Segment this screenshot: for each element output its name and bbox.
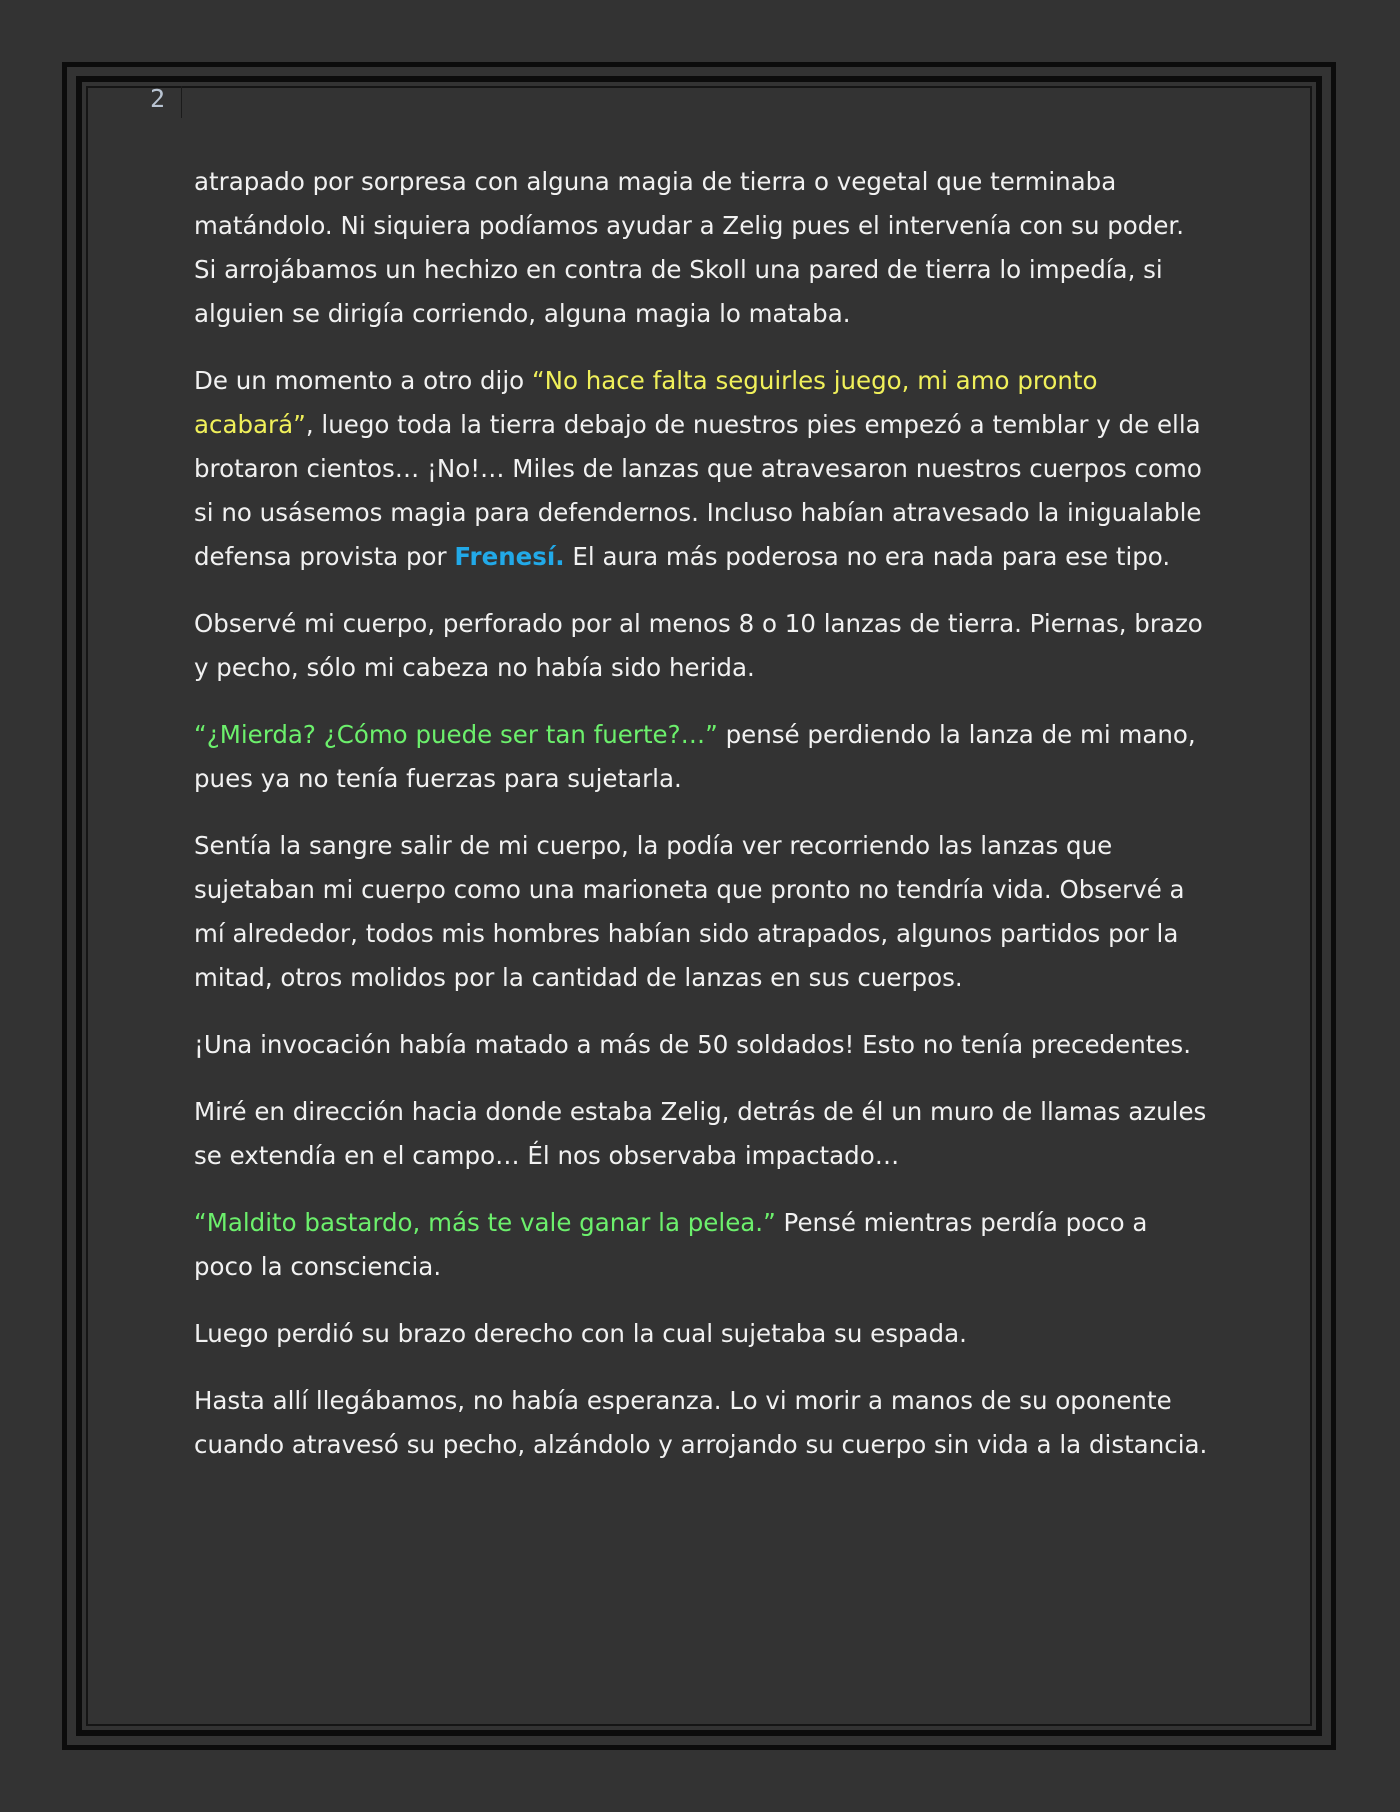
thought-quote: “Maldito bastardo, más te vale ganar la pelea.” bbox=[194, 1208, 776, 1237]
narration: Pensé mientras perdía poco a poco la consciencia. bbox=[194, 1208, 1148, 1281]
paragraph-text: ¡Una invocación había matado a más de 50 soldados! Esto no tenía precedentes. bbox=[194, 1030, 1191, 1059]
paragraph-6 bbox=[194, 1023, 1214, 1067]
narration: De un momento a otro dijo bbox=[194, 366, 532, 395]
paragraph-1 bbox=[194, 160, 1214, 336]
paragraph-text: Luego perdió su brazo derecho con la cual sujetaba su espada. bbox=[194, 1319, 967, 1348]
paragraph-text: Hasta allí llegábamos, no había esperanza. Lo vi morir a manos de su oponente cuando atravesó su pecho, alzándolo y arrojando su cuerpo sin vida a la distancia. bbox=[194, 1386, 1208, 1459]
story-text bbox=[194, 160, 1214, 1490]
dialogue-quote: “No hace falta seguirles juego, mi amo pronto acabará” bbox=[194, 366, 1098, 439]
narration: pensé perdiendo la lanza de mi mano, pues ya no tenía fuerzas para sujetarla. bbox=[194, 720, 1196, 793]
narration: , luego toda la tierra debajo de nuestros pies empezó a temblar y de ella brotaron cientos… ¡No!… Miles de lanzas que atravesaron nuestros cuerpos como si no usásemos magia para defendernos. Incluso habían atravesado la inigualable defensa provista por bbox=[194, 410, 1202, 571]
paragraph-5 bbox=[194, 824, 1214, 1000]
paragraph-9 bbox=[194, 1312, 1214, 1356]
paragraph-3 bbox=[194, 602, 1214, 690]
paragraph-10 bbox=[194, 1379, 1214, 1467]
narration: El aura más poderosa no era nada para ese tipo. bbox=[564, 542, 1171, 571]
paragraph-text: Miré en dirección hacia donde estaba Zelig, detrás de él un muro de llamas azules se extendía en el campo… Él nos observaba impactado… bbox=[194, 1097, 1207, 1170]
page-number: 2 bbox=[150, 84, 166, 113]
paragraph-2 bbox=[194, 359, 1214, 579]
paragraph-7 bbox=[194, 1090, 1214, 1178]
page-number-divider bbox=[181, 86, 182, 118]
paragraph-text: Observé mi cuerpo, perforado por al menos 8 o 10 lanzas de tierra. Piernas, brazo y pecho, sólo mi cabeza no había sido herida. bbox=[194, 609, 1203, 682]
thought-quote: “¿Mierda? ¿Cómo puede ser tan fuerte?…” bbox=[194, 720, 718, 749]
paragraph-text: Sentía la sangre salir de mi cuerpo, la podía ver recorriendo las lanzas que sujetaban mi cuerpo como una marioneta que pronto no tendría vida. Observé a mí alrededor, todos mis hombres habían sido atrapados, algunos partidos por la mitad, otros molidos por la cantidad de lanzas en sus cuerpos. bbox=[194, 831, 1185, 992]
paragraph-4 bbox=[194, 713, 1214, 801]
paragraph-text: atrapado por sorpresa con alguna magia de tierra o vegetal que terminaba matándolo. Ni siquiera podíamos ayudar a Zelig pues el intervenía con su poder. Si arrojábamos un hechizo en contra de Skoll una pared de tierra lo impedía, si alguien se dirigía corriendo, alguna magia lo mataba. bbox=[194, 167, 1185, 328]
highlighted-name: Frenesí. bbox=[454, 542, 565, 571]
paragraph-8 bbox=[194, 1201, 1214, 1289]
